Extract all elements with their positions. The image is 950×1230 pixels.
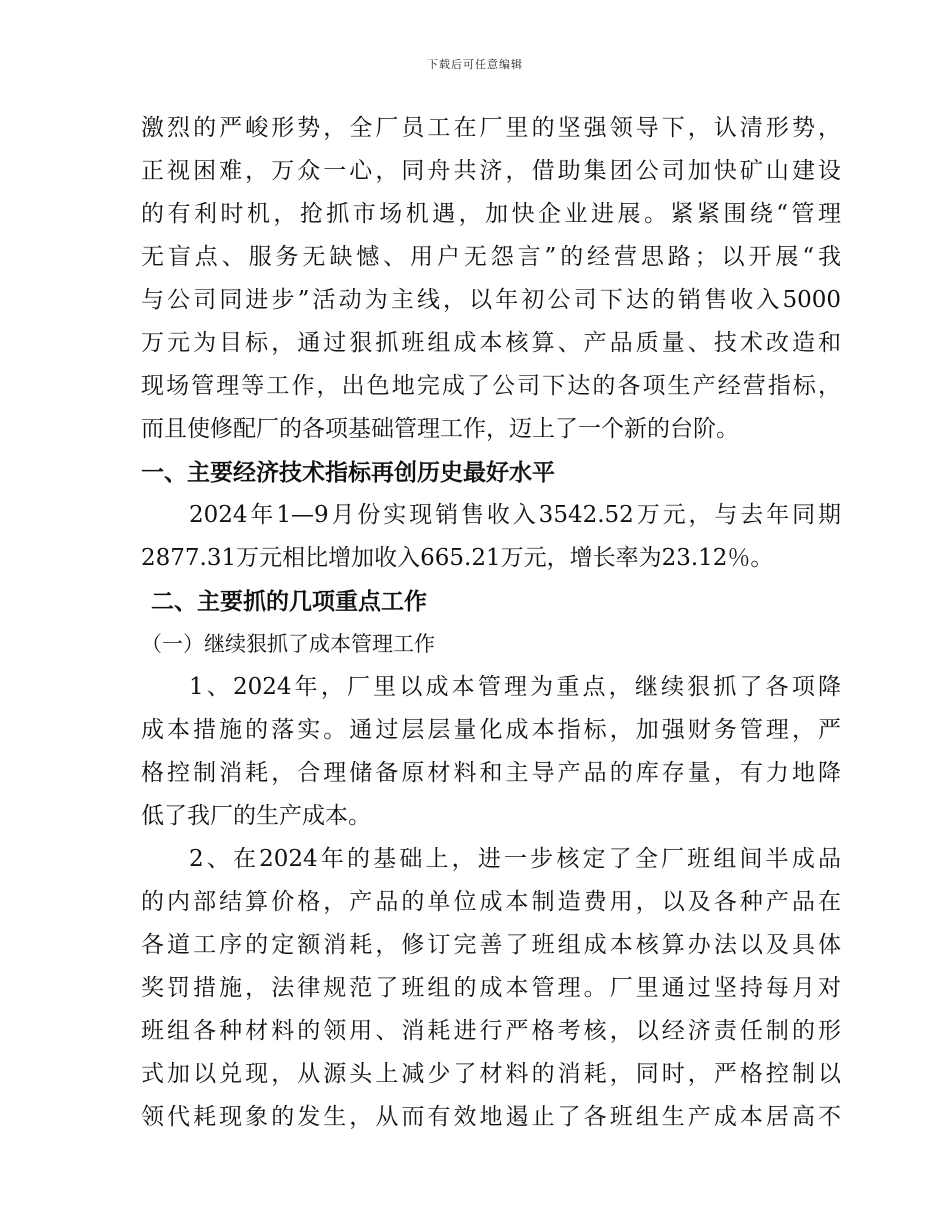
- page-header: 下载后可任意编辑: [427, 58, 523, 71]
- text-line: 而且使修配厂的各项基础管理工作，迈上了一个新的台阶。: [141, 416, 739, 442]
- text-line: 现场管理等工作，出色地完成了公司下达的各项生产经营指标，: [141, 373, 841, 399]
- text-line: 万元为目标，通过狠抓班组成本核算、产品质量、技术改造和: [141, 330, 841, 356]
- text-line: 奖罚措施，法律规范了班组的成本管理。厂里通过坚持每月对: [141, 975, 841, 1001]
- text-line: 成本措施的落实。通过层层量化成本指标，加强财务管理，严: [141, 717, 841, 743]
- text-line: 激烈的严峻形势，全厂员工在厂里的坚强领导下，认清形势，: [141, 115, 841, 141]
- section-heading-2: 二、主要抓的几项重点工作: [151, 588, 427, 615]
- paragraph-2: [141, 838, 841, 1139]
- text-line: 2877.31万元相比增加收入665.21万元，增长率为23.12％。: [141, 545, 774, 571]
- text-line: 领代耗现象的发生，从而有效地遏止了各班组生产成本居高不: [141, 1104, 841, 1130]
- document-body: [141, 107, 841, 1139]
- section1-paragraph: [141, 494, 841, 580]
- text-line: 低了我厂的生产成本。: [141, 803, 371, 829]
- text-line: 的内部结算价格，产品的单位成本制造费用，以及各种产品在: [141, 889, 841, 915]
- text-line: 无盲点、服务无缺憾、用户无怨言”的经营思路；以开展“我: [141, 244, 841, 270]
- text-line: 正视困难，万众一心，同舟共济，借助集团公司加快矿山建设: [141, 158, 841, 184]
- section-heading-1: 一、主要经济技术指标再创历史最好水平: [141, 459, 555, 486]
- text-line: 式加以兑现，从源头上减少了材料的消耗，同时，严格控制以: [141, 1061, 841, 1087]
- intro-paragraph: [141, 107, 841, 451]
- paragraph-1: [141, 666, 841, 838]
- text-line: 格控制消耗，合理储备原材料和主导产品的库存量，有力地降: [141, 760, 841, 786]
- text-line: 2024年1—9月份实现销售收入3542.52万元，与去年同期: [189, 502, 841, 528]
- text-line: 2、在2024年的基础上，进一步核定了全厂班组间半成品: [189, 846, 841, 872]
- text-line: 与公司同进步”活动为主线，以年初公司下达的销售收入5000: [141, 287, 841, 313]
- text-line: 各道工序的定额消耗，修订完善了班组成本核算办法以及具体: [141, 932, 841, 958]
- subsection-heading-1: （一）继续狠抓了成本管理工作: [141, 632, 435, 656]
- text-line: 1、2024年，厂里以成本管理为重点，继续狠抓了各项降: [189, 674, 841, 700]
- text-line: 的有利时机，抢抓市场机遇，加快企业进展。紧紧围绕“管理: [141, 201, 841, 227]
- text-line: 班组各种材料的领用、消耗进行严格考核，以经济责任制的形: [141, 1018, 841, 1044]
